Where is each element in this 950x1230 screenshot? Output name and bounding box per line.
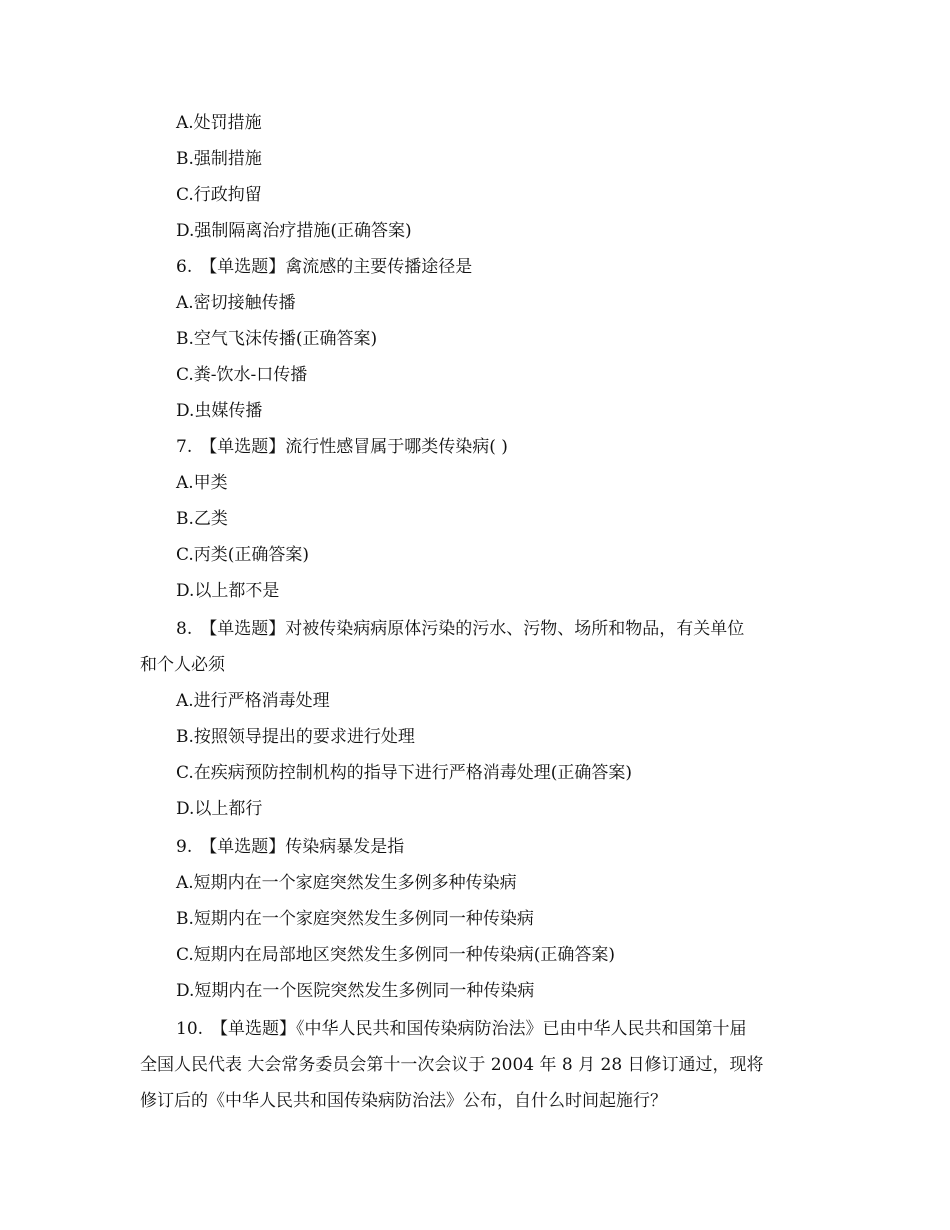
q7-title (176, 429, 508, 465)
q10-title (176, 1011, 747, 1047)
q6-title (176, 249, 472, 285)
q10-text-line1: 【单选题】《中华人民共和国传染病防治法》已由中华人民共和国第十届 (211, 1019, 747, 1039)
q6-text: 【单选题】禽流感的主要传播途径是 (200, 257, 473, 277)
q8-option-b: B.按照领导提出的要求进行处理 (176, 727, 415, 747)
q9-option-d: D.短期内在一个医院突然发生多例同一种传染病 (176, 981, 535, 1001)
q7-option-b: B.乙类 (176, 509, 228, 529)
q9-title (176, 829, 404, 865)
q6-option-c: C.粪-饮水-口传播 (176, 365, 308, 385)
q9-option-b: B.短期内在一个家庭突然发生多例同一种传染病 (176, 909, 534, 929)
q8-option-a: A.进行严格消毒处理 (176, 691, 330, 711)
q8-title (176, 611, 744, 647)
q5-option-a: A.处罚措施 (176, 113, 262, 133)
q7-option-c: C.丙类(正确答案) (176, 545, 310, 565)
q9-number: 9. (176, 837, 193, 857)
q5-option-d: D.强制隔离治疗措施(正确答案) (176, 221, 412, 241)
q8-number: 8. (176, 619, 193, 639)
q9-option-a: A.短期内在一个家庭突然发生多例多种传染病 (176, 873, 517, 893)
q5-option-c: C.行政拘留 (176, 185, 262, 205)
q6-number: 6. (176, 257, 193, 277)
q7-option-a: A.甲类 (176, 473, 228, 493)
q6-option-a: A.密切接触传播 (176, 293, 296, 313)
q8-text-line2: 和个人必须 (140, 655, 225, 675)
q8-text-line1: 【单选题】对被传染病病原体污染的污水、污物、场所和物品，有关单位 (200, 619, 745, 639)
q10-text-line2: 全国人民代表 大会常务委员会第十一次会议于 2004 年 8 月 28 日修订通过，现将 (140, 1055, 764, 1075)
q8-option-c: C.在疾病预防控制机构的指导下进行严格消毒处理(正确答案) (176, 763, 633, 783)
q7-option-d: D.以上都不是 (176, 581, 280, 601)
q6-option-d: D.虫媒传播 (176, 401, 263, 421)
q10-text-line3: 修订后的《中华人民共和国传染病防治法》公布，自什么时间起施行？ (140, 1091, 667, 1111)
q8-option-d: D.以上都行 (176, 799, 263, 819)
q7-text: 【单选题】流行性感冒属于哪类传染病( ) (200, 437, 508, 457)
q5-option-b: B.强制措施 (176, 149, 262, 169)
q7-number: 7. (176, 437, 193, 457)
q9-option-c: C.短期内在局部地区突然发生多例同一种传染病(正确答案) (176, 945, 616, 965)
q6-option-b: B.空气飞沫传播(正确答案) (176, 329, 378, 349)
q9-text: 【单选题】传染病暴发是指 (200, 837, 405, 857)
q10-number: 10. (176, 1019, 204, 1039)
